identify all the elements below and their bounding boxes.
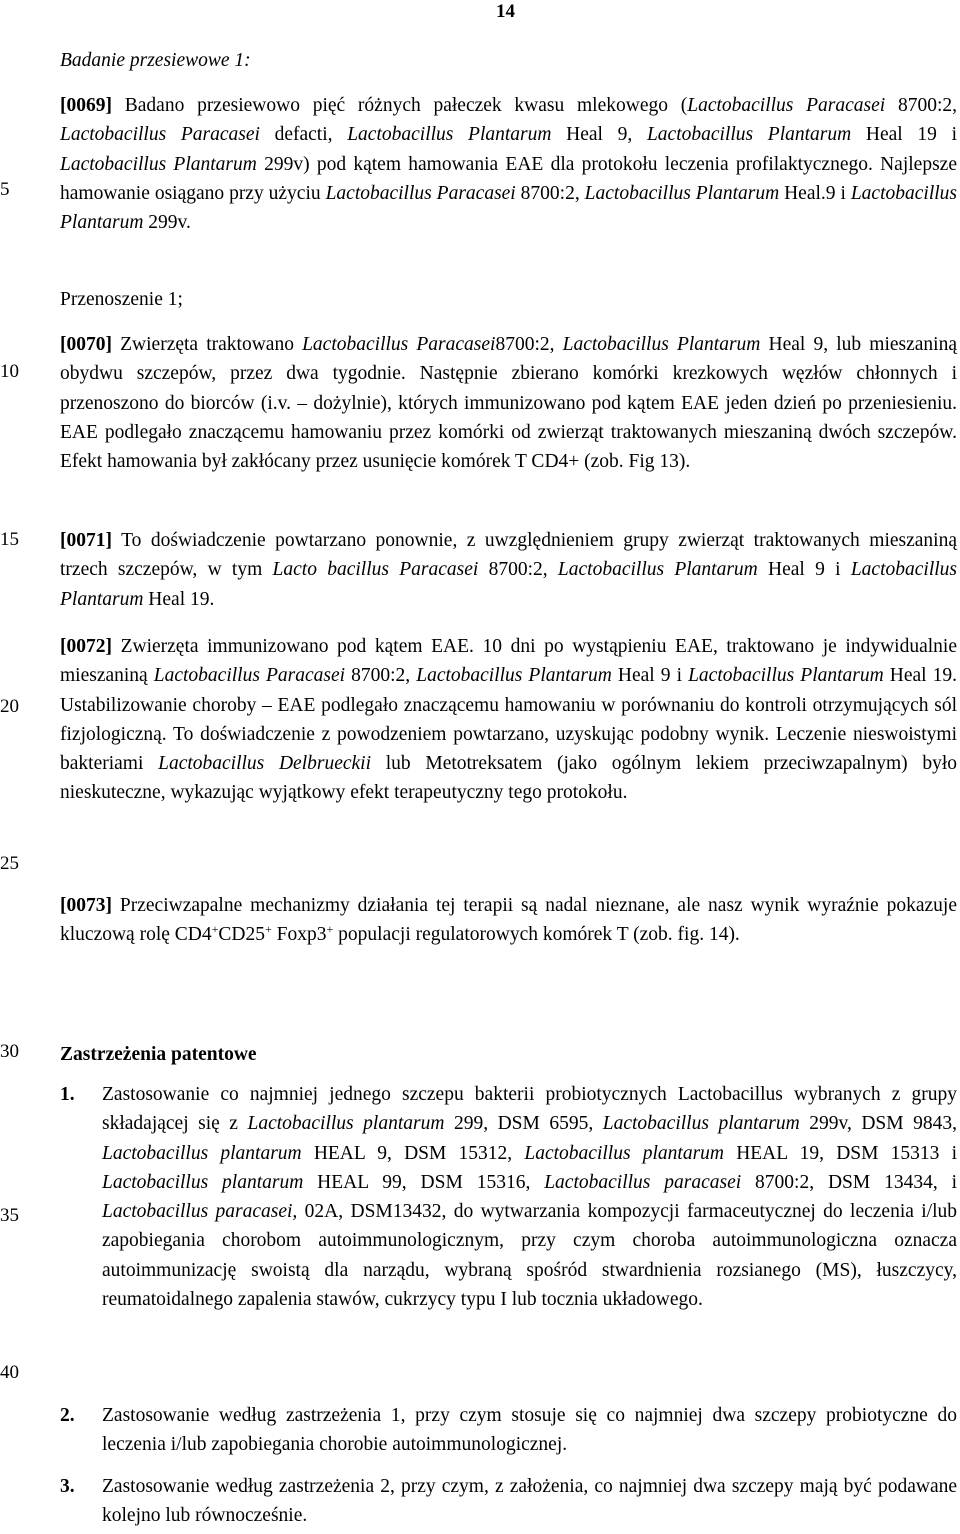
claim-3 xyxy=(60,1472,957,1531)
claim-1 xyxy=(60,1080,957,1314)
species-name: Lactobacillus plantarum xyxy=(102,1171,304,1193)
paragraph-tag: [0070] xyxy=(60,334,112,355)
text-run: Heal 9 i xyxy=(611,665,689,687)
species-name: Lactobacillus Plantarum xyxy=(584,182,780,204)
species-name: Lactobacillus Paracasei xyxy=(325,182,516,204)
text-run: Zastosowanie co najmniej jednego szczepu bakterii probiotycznych Lactobacillus wybranych z grupy składającej się z xyxy=(102,1084,957,1135)
text-run: lub Metotreksatem (jako ogólnym lekiem przeciwzapalnym) było nieskuteczne, wykazując wyjątkowy efekt terapeutyczny tego protokołu. xyxy=(60,753,957,804)
text-run: HEAL 19, DSM 15313 i xyxy=(724,1142,958,1164)
paragraph-0071 xyxy=(60,526,957,614)
text-run: 299v, DSM 9843, xyxy=(799,1113,957,1135)
species-name: Lactobacillus Plantarum xyxy=(60,182,957,234)
species-name: Lactobacillus plantarum xyxy=(602,1113,800,1135)
text-run: 8700:2, xyxy=(495,334,563,355)
line-number: 15 xyxy=(0,529,19,550)
claim-text: Zastosowanie według zastrzeżenia 2, przy czym, z założenia, co najmniej dwa szczepy mają być podawane kolejno lub równocześnie. xyxy=(102,1476,957,1527)
superscript-plus: + xyxy=(265,922,272,937)
species-name: Lactobacillus Paracasei xyxy=(302,334,496,355)
superscript-plus: + xyxy=(211,922,219,937)
text-run: defacti, xyxy=(259,124,348,146)
species-name: Lactobacillus plantarum xyxy=(524,1142,724,1164)
paragraph-0069 xyxy=(60,91,957,237)
text-run: Badano przesiewowo pięć różnych pałeczek kwasu mlekowego ( xyxy=(112,95,688,116)
text-run: Heal 9, xyxy=(551,124,647,146)
paragraph-0072 xyxy=(60,632,957,808)
text-run: Heal 19. Ustabilizowanie choroby – EAE podlegało znaczącemu hamowaniu w porównaniu do kontroli otrzymujących sól fizjologiczną. To doświadczenie z powodzeniem powtarzano, uzyskując podobny wynik. Leczenie nieswoistymi bakteriami xyxy=(60,665,957,775)
species-name: Lactobacillus Plantarum xyxy=(557,559,758,581)
line-number: 35 xyxy=(0,1205,19,1226)
line-number: 5 xyxy=(0,179,10,200)
line-number: 10 xyxy=(0,361,19,382)
species-name: Lacto bacillus Paracasei xyxy=(272,559,479,581)
claim-text xyxy=(102,1080,957,1314)
text-run: 8700:2, xyxy=(515,182,585,204)
text-run: Zwierzęta immunizowano pod kątem EAE. 10 dni po wystąpieniu EAE, traktowano je indywidualnie mieszaniną xyxy=(60,636,957,687)
text-run: Heal 19 i xyxy=(851,124,957,146)
species-name: Lactobacillus Paracasei xyxy=(60,124,260,146)
text-run: 299, DSM 6595, xyxy=(444,1113,603,1135)
text-run: To doświadczenie powtarzano ponownie, z uwzględnieniem grupy zwierząt traktowanych mieszaniną trzech szczepów, w tym xyxy=(60,530,957,581)
text-run: 299v. xyxy=(143,212,191,234)
claim-number: 3. xyxy=(60,1476,75,1497)
text-run: 02A, DSM13432, do wytwarzania kompozycji farmaceutycznej do leczenia i/lub zapobiegania chorobom autoimmunologicznym, przy czym choroba autoimmunologiczna oznacza autoimmunizację swoistą dla narządu, wybraną spośród stwardnienia rozsianego (MS), łuszczycy, reumatoidalnego zapalenia stawów, cukrzycy typu I lub tocznia układowego. xyxy=(102,1201,957,1311)
page-number: 14 xyxy=(496,1,515,22)
text-run: HEAL 99, DSM 15316, xyxy=(303,1171,545,1193)
claim-number: 2. xyxy=(60,1405,75,1426)
paragraph-0073 xyxy=(60,891,957,950)
text-run: Heal 9, lub mieszaniną obydwu szczepów, przez dwa tygodnie. Następnie zbierano komórki krezkowych węzłów chłonnych i przenoszono do biorców (i.v. – dożylnie), których immunizowano pod kątem EAE jeden dzień po przeniesieniu. EAE podlegało znaczącemu hamowaniu przez komórki od zwierząt traktowanych mieszaniną dwóch szczepów. Efekt hamowania był zakłócany przez usunięcie komórek T CD4+ (zob. Fig 13). xyxy=(60,334,957,473)
text-run: Heal.9 i xyxy=(779,182,851,204)
species-name: Lactobacillus paracasei, xyxy=(102,1201,298,1223)
text-run: 299v) pod kątem hamowania EAE dla protokołu leczenia profilaktycznego. Najlepsze hamowanie osiągano przy użyciu xyxy=(60,153,957,204)
species-name: Lactobacillus plantarum xyxy=(102,1142,302,1164)
text-run: CD25 xyxy=(218,924,265,946)
species-name: Lactobacillus Plantarum xyxy=(347,124,552,146)
claim-2 xyxy=(60,1401,957,1460)
claims-title: Zastrzeżenia patentowe xyxy=(60,1044,257,1065)
line-number: 20 xyxy=(0,696,19,717)
species-name: Lactobacillus paracasei xyxy=(544,1171,742,1193)
text-run: populacji regulatorowych komórek T (zob. fig. 14). xyxy=(333,924,740,946)
text-run: Foxp3 xyxy=(271,924,327,946)
text-run: Przeciwzapalne mechanizmy działania tej terapii są nadal nieznane, ale nasz wynik wyraźnie pokazuje kluczową rolę CD4 xyxy=(60,895,957,946)
species-name: Lactobacillus Paracasei xyxy=(153,665,346,687)
paragraph-tag: [0072] xyxy=(60,636,112,657)
transfer-heading: Przenoszenie 1; xyxy=(60,289,183,310)
superscript-plus: + xyxy=(326,922,334,937)
text-run: Heal 9 i xyxy=(757,559,851,581)
species-name: Lactobacillus Plantarum xyxy=(416,665,612,687)
line-number: 30 xyxy=(0,1041,19,1062)
text-run: 8700:2, xyxy=(478,559,558,581)
text-run: Heal 19. xyxy=(143,588,215,610)
line-number: 40 xyxy=(0,1362,19,1383)
claim-text: Zastosowanie według zastrzeżenia 1, przy czym stosuje się co najmniej dwa szczepy probiotyczne do leczenia i/lub zapobiegania chorobie autoimmunologicznej. xyxy=(102,1405,957,1456)
screening-heading: Badanie przesiewowe 1: xyxy=(60,50,251,71)
species-name: Lactobacillus Paracasei xyxy=(687,95,886,116)
paragraph-tag: [0073] xyxy=(60,895,112,916)
paragraph-0070 xyxy=(60,330,957,476)
text-run: 8700:2, xyxy=(885,95,957,116)
species-name: Lactobacillus plantarum xyxy=(247,1113,445,1135)
paragraph-tag: [0069] xyxy=(60,95,112,116)
species-name: Lactobacillus Plantarum xyxy=(60,153,257,175)
text-run: Zwierzęta traktowano xyxy=(112,334,303,355)
species-name: Lactobacillus Plantarum xyxy=(688,665,884,687)
species-name: Lactobacillus Plantarum xyxy=(60,559,957,610)
claim-number: 1. xyxy=(60,1084,75,1105)
text-run: 8700:2, xyxy=(345,665,417,687)
line-number: 25 xyxy=(0,853,19,874)
species-name: Lactobacillus Delbrueckii xyxy=(158,753,372,775)
text-run: 8700:2, DSM 13434, i xyxy=(741,1171,958,1193)
paragraph-tag: [0071] xyxy=(60,530,112,551)
species-name: Lactobacillus Plantarum xyxy=(646,124,852,146)
text-run: HEAL 9, DSM 15312, xyxy=(301,1142,525,1164)
species-name: Lactobacillus Plantarum xyxy=(562,334,761,355)
